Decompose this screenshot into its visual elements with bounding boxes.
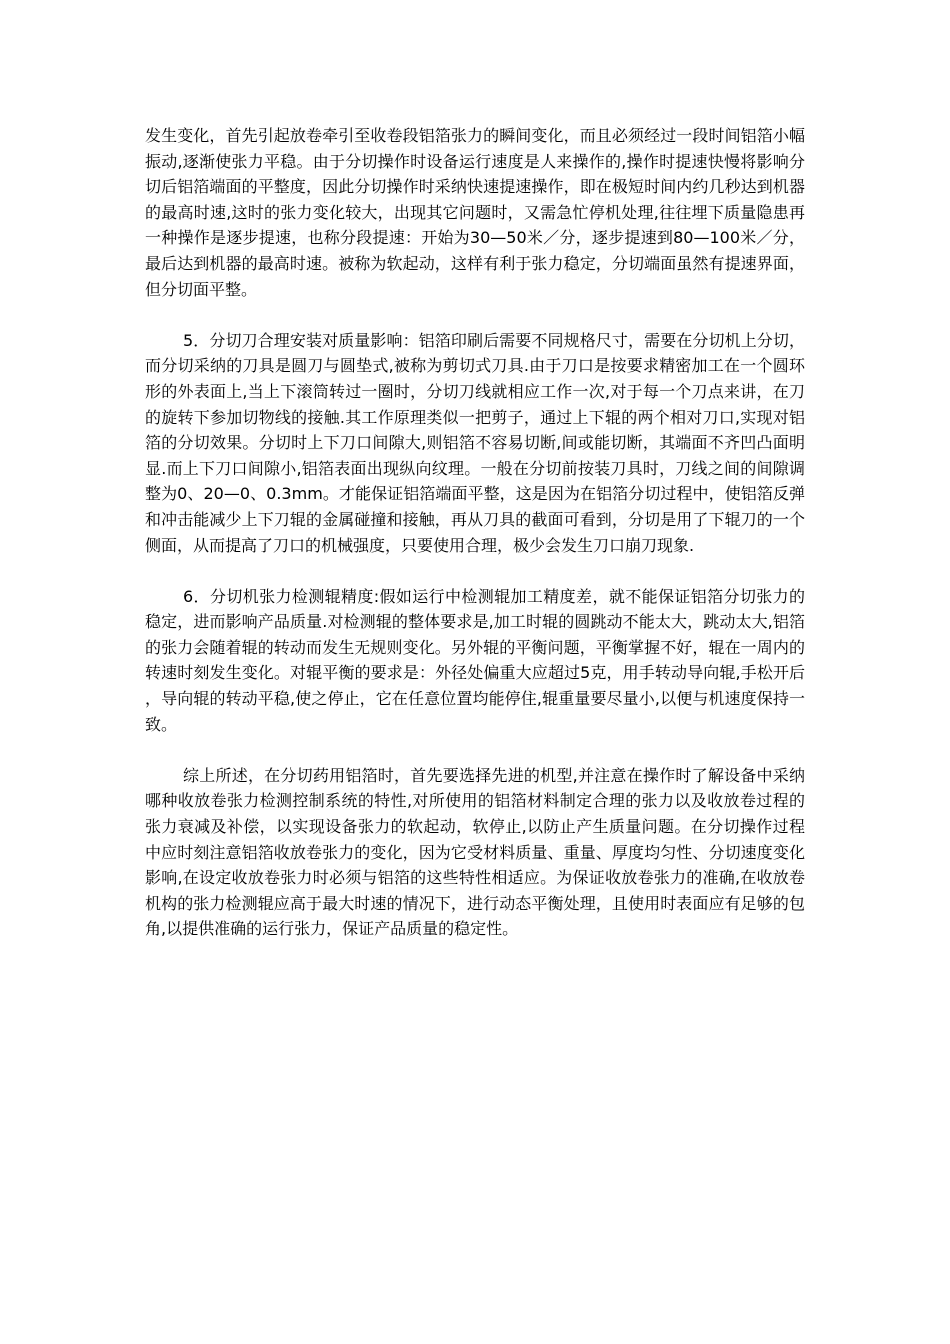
paragraph-summary: 综上所述，在分切药用铝箔时，首先要选择先进的机型,并注意在操作时了解设备中采纳哪种收放卷张力检测控制系统的特性,对所使用的铝箔材料制定合理的张力以及收放卷过程的张力衰减及补偿，以实现设备张力的软起动，软停止,以防止产生质量问题。在分切操作过程中应时刻注意铝箔收放卷张力的变化，因为它受材料质量、重量、厚度均匀性、分切速度变化影响,在设定收放卷张力时必须与铝箔的这些特性相适应。为保证收放卷张力的准确,在收放卷机构的张力检测辊应高于最大时速的情况下，进行动态平衡处理，且使用时表面应有足够的包角,以提供准确的运行张力，保证产品质量的稳定性。: [145, 765, 805, 939]
document-body: [145, 123, 805, 968]
paragraph-cutter-installation: 5．分切刀合理安装对质量影响：铝箔印刷后需要不同规格尺寸，需要在分切机上分切，而分切采纳的刀具是圆刀与圆垫式,被称为剪切式刀具.由于刀口是按要求精密加工在一个圆环形的外表面上,当上下滚筒转过一圈时，分切刀线就相应工作一次,对于每一个刀点来讲，在刀的旋转下参加切物线的接触.其工作原理类似一把剪子，通过上下辊的两个相对刀口,实现对铝箔的分切效果。分切时上下刀口间隙大,则铝箔不容易切断,间或能切断，其端面不齐凹凸面明显.而上下刀口间隙小,铝箔表面出现纵向纹理。一般在分切前按装刀具时，刀线之间的间隙调整为0、20—0、0.3mm。才能保证铝箔端面平整，这是因为在铝箔分切过程中，使铝箔反弹和冲击能减少上下刀辊的金属碰撞和接触，再从刀具的截面可看到，分切是用了下辊刀的一个侧面，从而提高了刀口的机械强度，只要使用合理，极少会发生刀口崩刀现象.: [145, 330, 805, 555]
paragraph-tension-startup: 发生变化，首先引起放卷牵引至收卷段铝箔张力的瞬间变化，而且必须经过一段时间铝箔小幅振动,逐渐使张力平稳。由于分切操作时设备运行速度是人来操作的,操作时提速快慢将影响分切后铝箔端面的平整度，因此分切操作时采纳快速提速操作，即在极短时间内约几秒达到机器的最高时速,这时的张力变化较大，出现其它问题时，又需急忙停机处理,往往埋下质量隐患再一种操作是逐步提速，也称分段提速：开始为30—50米／分，逐步提速到80—100米／分，最后达到机器的最高时速。被称为软起动，这样有利于张力稳定，分切端面虽然有提速界面，但分切面平整。: [145, 126, 805, 299]
paragraph-tension-roller-precision: 6．分切机张力检测辊精度:假如运行中检测辊加工精度差，就不能保证铝箔分切张力的稳定，进而影响产品质量.对检测辊的整体要求是,加工时辊的圆跳动不能太大，跳动太大,铝箔的张力会随着辊的转动而发生无规则变化。另外辊的平衡问题，平衡掌握不好，辊在一周内的转速时刻发生变化。对辊平衡的要求是：外径处偏重大应超过5克，用手转动导向辊,手松开后，导向辊的转动平稳,使之停止，它在任意位置均能停住,辊重量要尽量小,以便与机速度保持一致。: [145, 586, 805, 734]
